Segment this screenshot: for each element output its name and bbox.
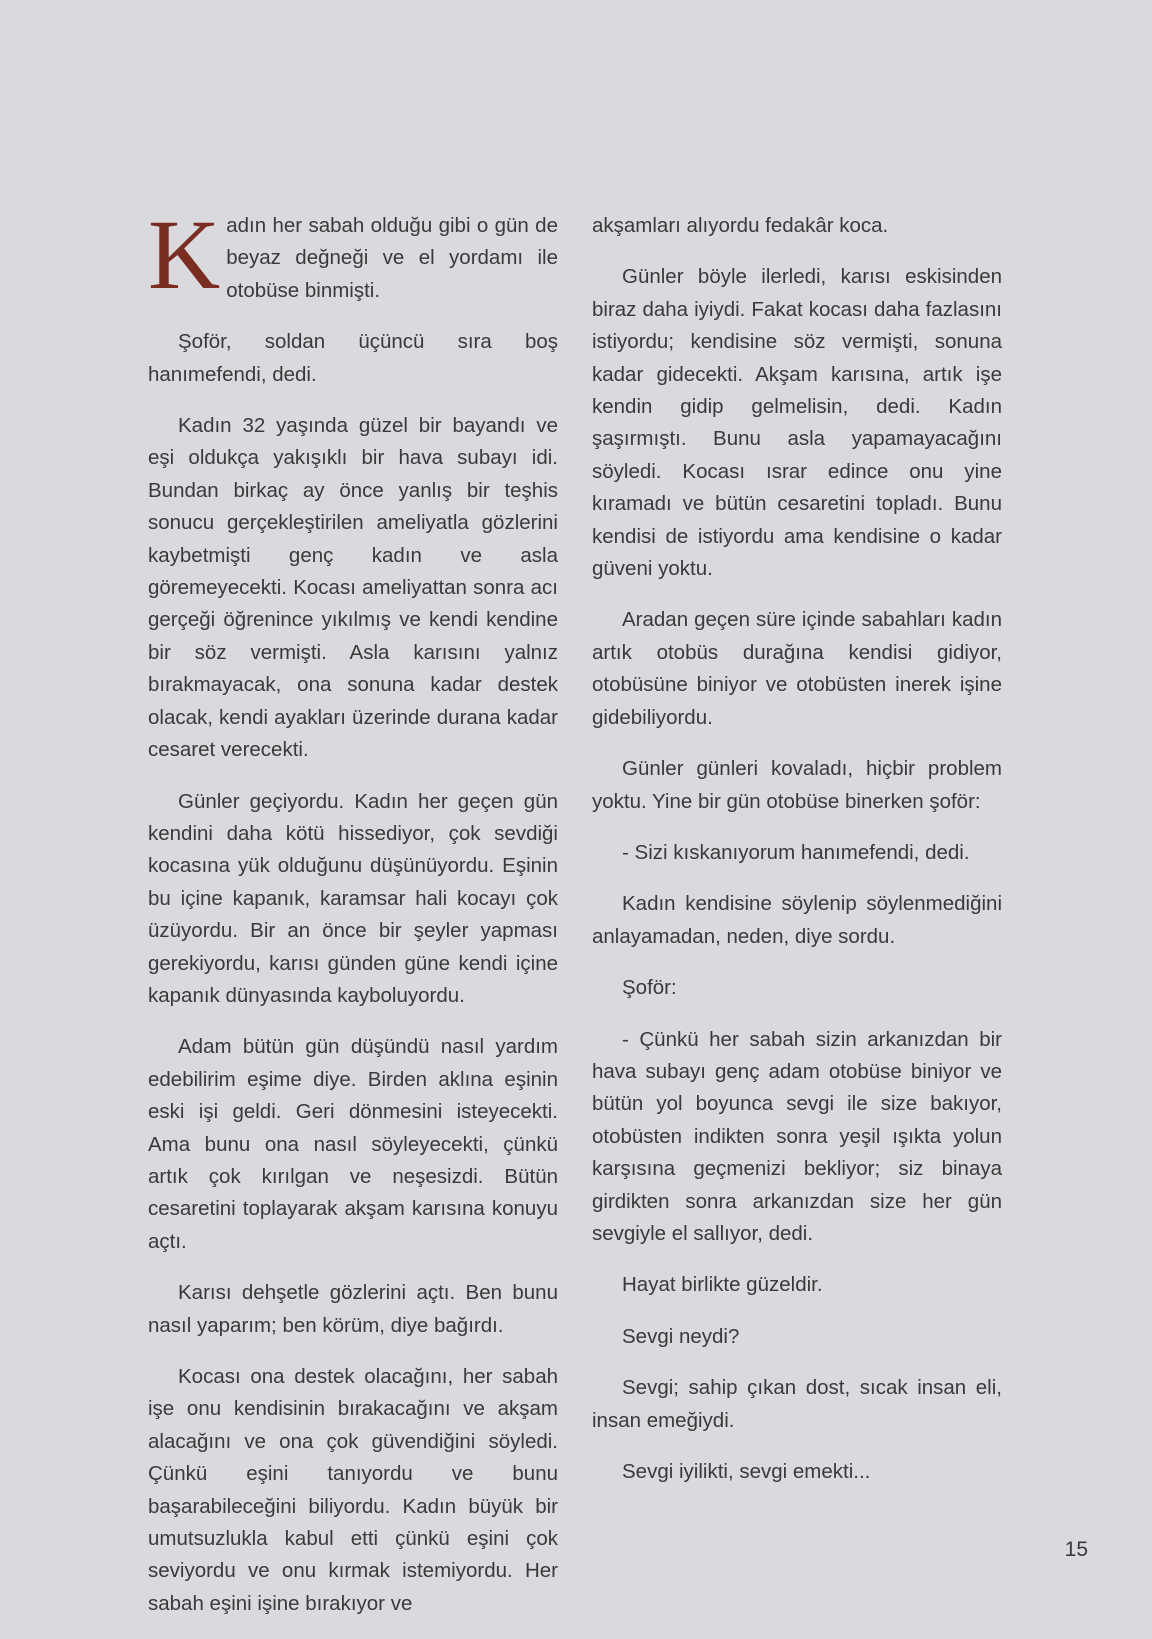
opening-text: adın her sabah olduğu gibi o gün de beyaz değneği ve el yordamı ile otobüse binmişti. xyxy=(226,214,558,302)
paragraph: - Sizi kıskanıyorum hanımefendi, dedi. xyxy=(622,840,970,864)
paragraph: Şoför, soldan üçüncü sıra boş hanımefendi, dedi. xyxy=(148,330,558,386)
paragraph: Sevgi neydi? xyxy=(622,1324,740,1348)
paragraph: Karısı dehşetle gözlerini açtı. Ben bunu nasıl yaparım; ben körüm, diye bağırdı. xyxy=(148,1281,558,1337)
paragraph: Adam bütün gün düşündü nasıl yardım edebilirim eşime diye. Birden aklına eşinin eski işi geldi. Geri dönmesini isteyecekti. Ama bunu ona nasıl söyleyecekti, çünkü artık çok kırılgan ve neşesizdi. Bütün cesaretini toplayarak akşam karısına konuyu açtı. xyxy=(148,1035,558,1253)
page-number: 15 xyxy=(1064,1538,1088,1561)
paragraph: Kadın kendisine söylenip söylenmediğini anlayamadan, neden, diye sordu. xyxy=(592,892,1002,948)
paragraph: Hayat birlikte güzeldir. xyxy=(622,1273,823,1297)
opening-paragraph xyxy=(148,199,558,310)
paragraph: Şoför: xyxy=(622,976,677,1000)
paragraph: Kadın 32 yaşında güzel bir bayandı ve eşi oldukça yakışıklı bir hava subayı idi. Bundan birkaç ay önce yanlış bir teşhis sonucu gerçekleştirilen ameliyatla gözlerini kaybetmişti genç kadın ve asla göremeyecekti. Kocası ameliyattan sonra acı gerçeği öğrenince yıkılmış ve kendi kendine bir söz vermişti. Asla karısını yalnız bırakmayacak, ona sonuna kadar destek olacak, kendi ayakları üzerinde durana kadar cesaret verecekti. xyxy=(148,414,558,762)
paragraph: Sevgi; sahip çıkan dost, sıcak insan eli, insan emeğiydi. xyxy=(592,1376,1002,1432)
paragraph: Günler böyle ilerledi, karısı eskisinden biraz daha iyiydi. Fakat kocası daha fazlasını istiyordu; kendisine söz vermişti, sonuna kadar gidecekti. Akşam karısına, artık işe kendin gidip gelmelisin, dedi. Kadın şaşırmıştı. Bunu asla yapamayacağını söyledi. Kocası ısrar edince onu yine kıramadı ve bütün cesaretini topladı. Bunu kendisi de istiyordu ama kendisine o kadar güveni yoktu. xyxy=(592,265,1002,581)
paragraph: Günler günleri kovaladı, hiçbir problem yoktu. Yine bir gün otobüse binerken şoför: xyxy=(592,757,1002,813)
left-column xyxy=(148,199,558,1639)
right-column xyxy=(592,210,1002,1507)
paragraph: Günler geçiyordu. Kadın her geçen gün kendini daha kötü hissediyor, çok sevdiği kocasına yük olduğunu düşünüyordu. Eşinin bu içine kapanık, karamsar hali kocayı çok üzüyordu. Bir an önce bir şeyler yapması gerekiyordu, karısı günden güne kendi içine kapanık dünyasında kayboluyordu. xyxy=(148,789,558,1007)
paragraph: Sevgi iyilikti, sevgi emekti... xyxy=(622,1460,871,1483)
paragraph: Aradan geçen süre içinde sabahları kadın artık otobüs durağına kendisi gidiyor, otobüsüne biniyor ve otobüsten inerek işine gidebiliyordu. xyxy=(592,608,1002,729)
paragraph: - Çünkü her sabah sizin arkanızdan bir hava subayı genç adam otobüse biniyor ve bütün yol boyunca sevgi ile size bakıyor, otobüsten indikten sonra yeşil ışıkta yolun karşısına geçmenizi bekliyor; siz binaya girdikten sonra arkanızdan size her gün sevgiyle el sallıyor, dedi. xyxy=(592,1027,1002,1245)
paragraph: Kocası ona destek olacağını, her sabah işe onu kendisinin bırakacağını ve akşam alacağını ve ona çok güvendiğini söyledi. Çünkü eşini tanıyordu ve bunu başarabileceğini biliyordu. Kadın büyük bir umutsuzlukla kabul etti çünkü eşini çok seviyordu ve onu kırmak istemiyordu. Her sabah eşini işine bırakıyor ve xyxy=(148,1365,558,1615)
paragraph-continuation: akşamları alıyordu fedakâr koca. xyxy=(592,214,889,237)
drop-cap: K xyxy=(148,199,221,310)
